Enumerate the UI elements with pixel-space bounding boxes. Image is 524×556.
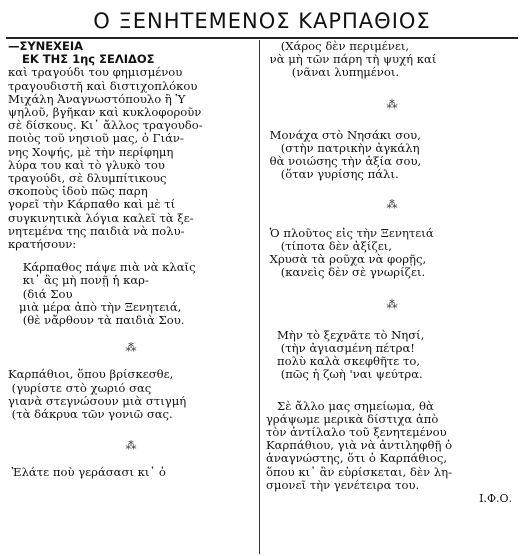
text-line: (θὲ νἄρθουν τὰ παιδιὰ Σου. xyxy=(8,313,185,328)
text-line: γράψωμε μερικὰ δίστιχα ἀπὸ xyxy=(266,411,439,426)
text-line: γορεῖ τὴν Κάρπαθο καὶ μὲ τί xyxy=(8,197,176,212)
text-line: (τὴν ἁγιασμένη πέτρα! xyxy=(266,341,415,356)
text-line: Κάρπαθος πάψε πιὰ νὰ κλαῖς xyxy=(8,260,196,275)
text-line: (κανεὶς δὲν σὲ γνωρίζει. xyxy=(266,265,426,280)
outro-paragraph xyxy=(266,400,518,492)
verse-stanza xyxy=(8,261,254,327)
text-line: θὰ νοιώσης τὴν ἀξία σου, xyxy=(266,154,422,169)
verse-stanza xyxy=(266,227,518,280)
text-line: (Χάρος δὲν περιμένει, xyxy=(266,39,410,53)
text-line: (νᾶναι λυπημένοι. xyxy=(266,65,400,80)
text-line: Σὲ ἄλλο μας σημείωμα, θὰ xyxy=(266,398,434,413)
text-line: (ὅταν γυρίσης πάλι. xyxy=(266,167,399,182)
text-line: Καρπάθιου, γιὰ νὰ ἀντιληφθῇ ὁ xyxy=(266,438,453,453)
verse-stanza xyxy=(266,129,518,182)
verse-stanza xyxy=(8,466,254,479)
text-line: σὲ δίσκους. Κι᾿ ἄλλος τραγουδο- xyxy=(8,118,203,133)
verse-stanza xyxy=(266,40,518,80)
text-line: νητεμένα της παιδιὰ νὰ πολυ- xyxy=(8,223,185,238)
ornament-icon: ⁂ xyxy=(386,297,398,311)
text-line: (γυρίστε στὸ χωριό σας xyxy=(8,380,152,395)
verse-stanza xyxy=(8,368,254,421)
ornament-icon: ⁂ xyxy=(386,97,398,111)
ornament-icon: ⁂ xyxy=(386,197,398,211)
headline: Ο ΞΕΝΗΤΕΜΕΝΟΣ ΚΑΡΠΑΘΙΟΣ xyxy=(93,9,431,33)
text-line: (τίποτα δὲν ἀξίζει, xyxy=(266,239,392,254)
text-line: γιανὰ στεγνώσουν μιὰ στιγμή xyxy=(8,393,187,408)
text-line: τὸν ἀντίλαλο τοῦ ξενητεμένου xyxy=(266,425,447,440)
author-signature: Ι.Φ.Ο. xyxy=(479,492,512,506)
verse-stanza xyxy=(266,329,518,382)
text-line: μιὰ μέρα ἀπὸ τὴν Ξενητειά, xyxy=(8,299,182,314)
text-line: κι᾿ ἂς μὴ πονῇ ἡ καρ- xyxy=(8,273,149,288)
text-line: νὰ μὴ τῶν πάρη τὴ ψυχή καί xyxy=(266,52,437,67)
text-line: Χρυσὰ τὰ ροῦχα νὰ φορῇς, xyxy=(266,252,427,267)
text-line: ὅπου κι᾿ ἂν εὑρίσκεται, δὲν λη- xyxy=(266,464,453,479)
ornament-icon: ⁂ xyxy=(125,439,137,453)
text-line: καὶ τραγούδι του φημισμένου xyxy=(8,65,183,80)
text-line: ποιὸς τοῦ νησιοῦ μας, ὁ Γιάν- xyxy=(8,131,184,146)
text-line: Ἐλάτε ποὺ γεράσασι κι᾿ ὁ xyxy=(8,465,166,480)
text-line: λύρα του καὶ τὸ γλυκὸ του xyxy=(8,157,165,172)
text-line: σμονεῖ τὴν γενέτειρα του. xyxy=(266,477,420,492)
text-line: ψηλοῦ, βγῆκαν καὶ κυκλοφοροῦν xyxy=(8,105,202,120)
column-divider xyxy=(259,40,260,554)
text-line: (στὴν πατρικὴν ἀγκάλη xyxy=(266,141,420,156)
text-line: (πῶς ἡ ζωὴ 'ναι ψεύτρα. xyxy=(266,367,423,382)
text-line: (τὰ δάκρυα τῶν γονιῶ σας. xyxy=(8,407,173,422)
text-line: Μὴν τὸ ξεχνᾶτε τὸ Νησί, xyxy=(266,327,425,342)
continuation-kicker: —ΣΥΝΕΧΕΙΑ xyxy=(8,39,84,53)
text-line: Ὁ πλοῦτος εἰς τὴν Ξενητειά xyxy=(266,225,434,240)
text-line: Μιχάλη Ἀναγνωστόπουλο ἢ Ὑ xyxy=(8,91,186,106)
intro-paragraph xyxy=(8,66,254,251)
text-line: Μονάχα στὸ Νησάκι σου, xyxy=(266,127,421,142)
text-line: Καρπάθιοι, ὅπου βρίσκεσθε, xyxy=(8,367,174,382)
continuation-subhead: ΕΚ ΤΗΣ 1ης ΣΕΛΙΔΟΣ xyxy=(22,52,155,67)
text-line: κρατήσουν: xyxy=(8,237,77,252)
text-line: νης Χοψής, μὲ τὴν περίφημη xyxy=(8,144,174,159)
text-line: ἀναγνώστης, ὅτι ὁ Καρπάθιος, xyxy=(266,451,448,466)
right-column xyxy=(266,40,518,505)
text-line: συγκινητικὰ λόγια καλεῖ τὰ ξε- xyxy=(8,210,194,225)
text-line: πολὺ καλὰ σκεφθῆτε το, xyxy=(266,354,421,369)
text-line: (διά Σου xyxy=(8,286,73,301)
ornament-icon: ⁂ xyxy=(125,341,137,355)
text-line: τραγουδιστῆ καὶ διστιχοπλόκου xyxy=(8,78,198,93)
left-column xyxy=(8,40,254,480)
text-line: σκοποὺς ἰδοὺ πῶς παρη xyxy=(8,184,148,199)
text-line: τραγούδι, σὲ δλυμπίτικους xyxy=(8,171,167,186)
